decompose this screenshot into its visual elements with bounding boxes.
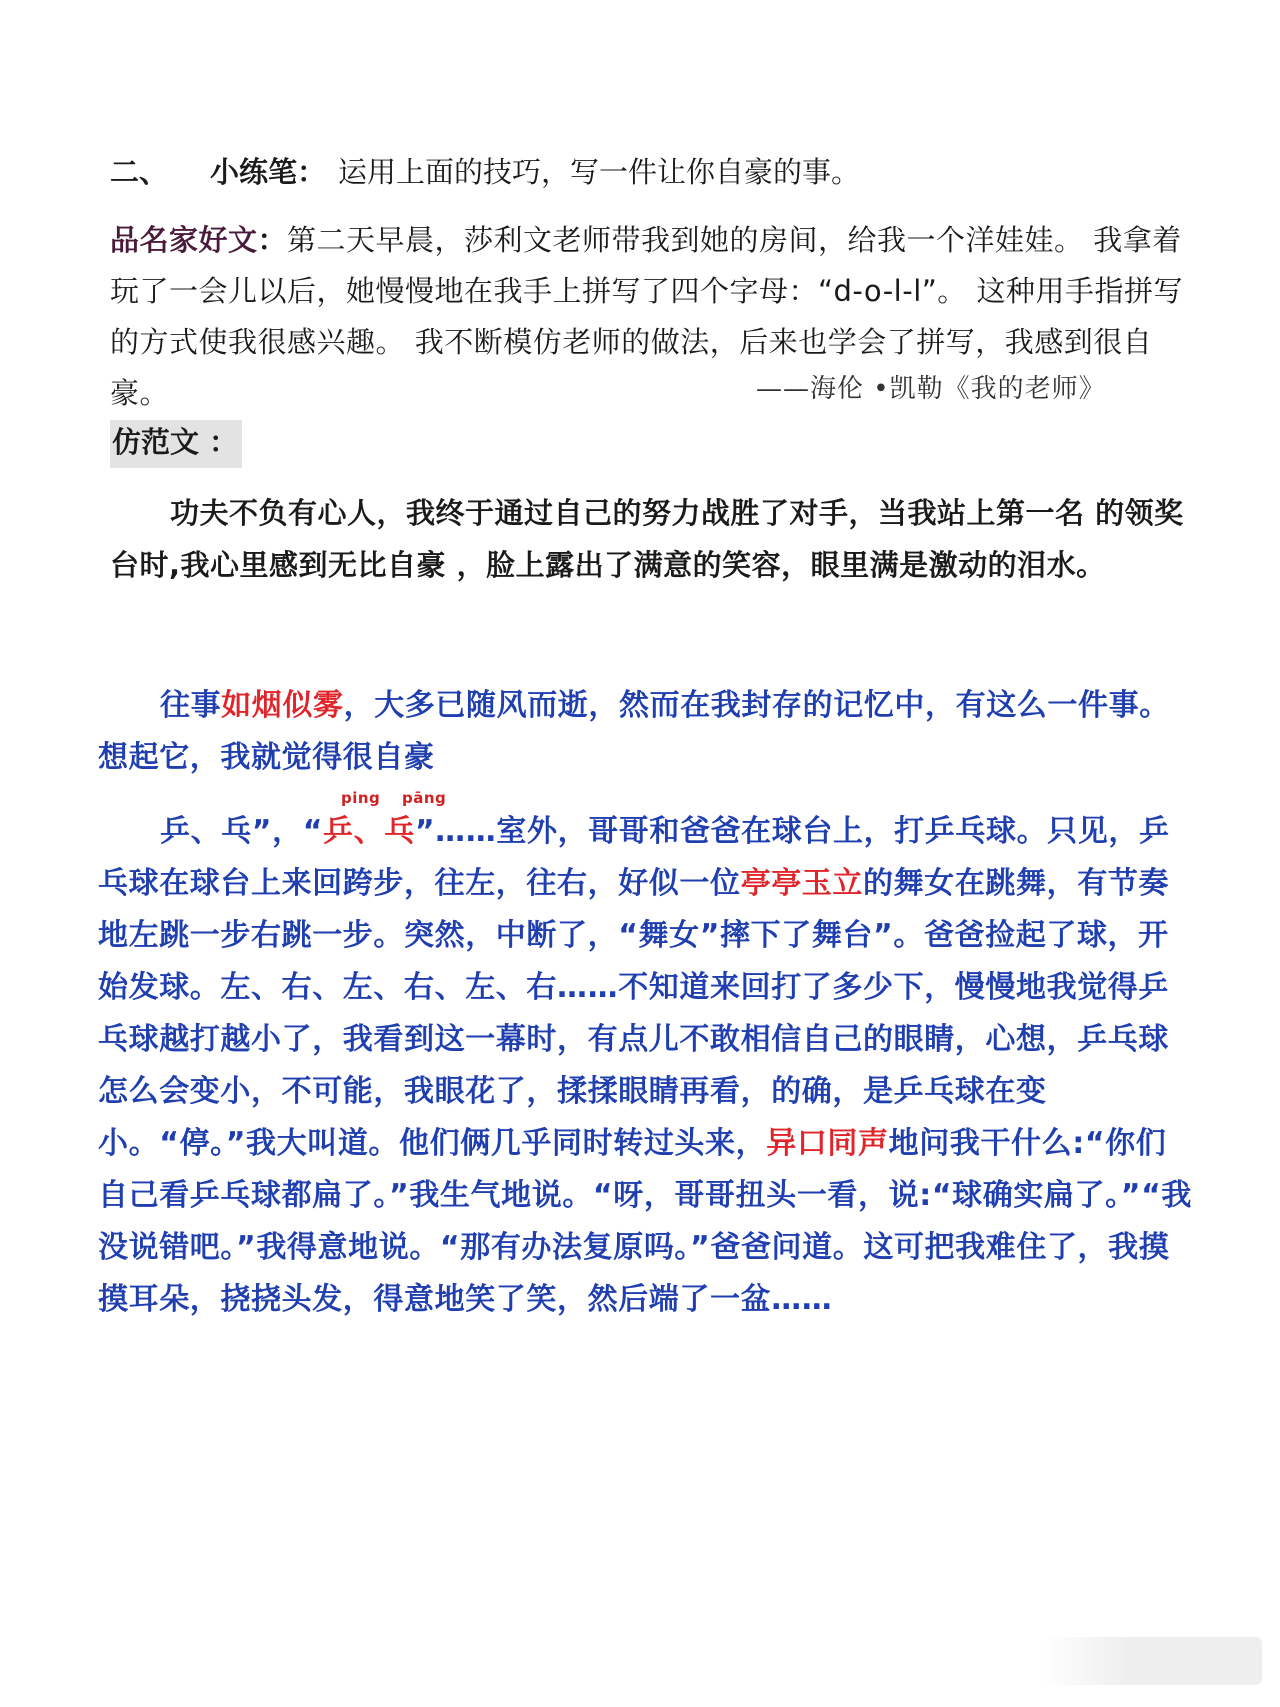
imitate-heading [110,420,242,468]
essay-text: ”……室外，哥哥和爸爸在球台上，打乒乓球。只见，乒乓球在球台上来回跨步，往左，往右，好似一位 [98,814,1170,901]
essay-text: 的舞女在跳舞，有节奏地左跳一步右跳一步。突然，中断了，“舞女”摔下了舞台”。爸爸捡起了球，开始发球。左、右、左、右、左、右……不知道来回打了多少下，慢慢地我觉得乒乓球越打越小了，我看到这一幕时，有点儿不敢相信自己的眼睛，心想，乒乓球怎么会变小，不可能，我眼花了，揉揉眼睛再看，的确，是乒乓球在变小。“停。”我大叫道。他们俩几乎同时转过头来， [98,866,1170,1161]
watermark-overlay [1042,1637,1262,1685]
essay-text: 往事 [160,688,222,723]
section-number: 二、 [110,155,169,189]
essay-paragraph-2 [98,806,1195,1326]
model-text: 第二天早晨，莎利文老师带我到她的房间，给我一个洋娃娃。 我拿着玩了一会儿以后，她慢慢地在我手上拼写了四个字母：“d-o-l-l”。 这种用手指拼写的方式使我很感兴趣。 我不断模仿老师的做法，后来也学会了拼写，我感到很自豪。 [110,223,1184,410]
essay-paragraph-1 [98,680,1195,784]
highlight-idiom: 亭亭玉立 [740,866,864,901]
section-label: 小练笔： [210,155,327,189]
highlight-onomatopoeia: 乒、乓 [323,814,415,849]
essay-text: 地问我干什么:“你们自己看乒乓球都扁了。”我生气地说。“呀，哥哥扭头一看，说:“球确实扁了。”“我没说错吧。”我得意地说。“那有办法复原吗。”爸爸问道。这可把我难住了，我摸摸耳朵，挠挠头发，得意地笑了笑，然后端了一盆…… [98,1126,1192,1317]
imitate-passage: 功夫不负有心人，我终于通过自己的努力战胜了对手，当我站上第一名 的领奖台时,我心里感到无比自豪 ，脸上露出了满意的笑容，眼里满是激动的泪水。 [110,496,1184,582]
essay-text: ，大多已随风而逝，然而在我封存的记忆中，有这么一件事。想起它，我就觉得很自豪 [98,688,1170,775]
model-label: 品名家好文 [110,223,258,257]
exercise-heading [110,150,1185,194]
section-task: 运用上面的技巧，写一件让你自豪的事。 [338,155,861,189]
highlight-idiom: 异口同声 [766,1126,889,1161]
imitate-colon: ： [209,425,239,459]
model-attribution: ——海伦 •凯勒《我的老师》 [756,374,1106,404]
pinyin-annotation: ping [341,789,381,807]
imitate-label: 仿范文 [112,425,200,459]
essay-text: 乒、乓”，“ [160,814,324,849]
highlight-idiom: 如烟似雾 [221,688,344,723]
pinyin-annotation: pāng [402,789,447,807]
model-separator: ： [257,223,288,257]
